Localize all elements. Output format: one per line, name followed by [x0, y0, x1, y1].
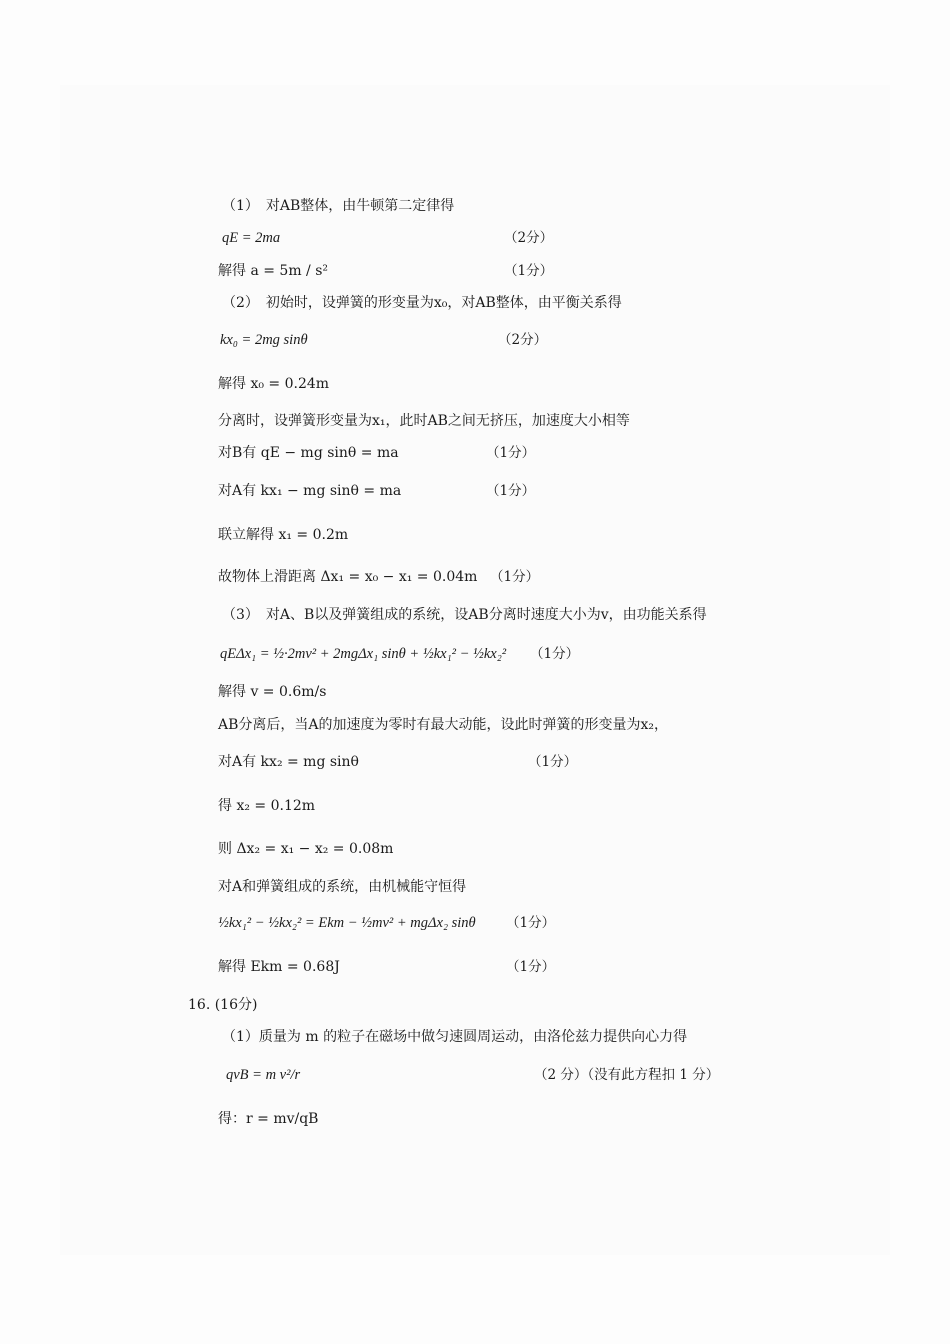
score-mark: （1分）	[486, 483, 536, 499]
equation-acceleration: 解得 a = 5m / s²	[218, 263, 329, 279]
score-mark: （1分）	[530, 646, 580, 662]
part1-intro: （1） 对AB整体，由牛顿第二定律得	[222, 198, 455, 214]
equation-x0-result: 解得 x₀ = 0.24m	[218, 376, 330, 392]
score-mark: （2 分）（没有此方程扣 1 分）	[534, 1067, 720, 1083]
equation-B: 对B有 qE − mg sinθ = ma	[218, 445, 399, 461]
after-separation-statement: AB分离后，当A的加速度为零时有最大动能，设此时弹簧的形变量为x₂，	[218, 717, 669, 733]
score-mark: （1分）	[504, 263, 554, 279]
score-mark: （2分）	[504, 230, 554, 246]
equation-delta-x2: 则 Δx₂ = x₁ − x₂ = 0.08m	[218, 841, 394, 857]
score-mark: （2分）	[498, 332, 548, 348]
part3-intro: （3） 对A、B以及弹簧组成的系统，设AB分离时速度大小为v，由功能关系得	[222, 607, 707, 623]
equation-v-result: 解得 v = 0.6m/s	[218, 684, 327, 700]
equation-Ekm-result: 解得 Ekm = 0.68J	[218, 959, 340, 975]
score-mark: （1分）	[506, 959, 556, 975]
mechanical-energy-statement: 对A和弹簧组成的系统，由机械能守恒得	[218, 879, 467, 895]
equation-x1-result: 联立解得 x₁ = 0.2m	[218, 527, 349, 543]
equation-A: 对A有 kx₁ − mg sinθ = ma	[218, 483, 402, 499]
equation-energy: qEΔx₁ = ½·2mv² + 2mgΔx₁ sinθ + ½kx₁² − ½kx₂²	[220, 646, 507, 662]
equation-slide-distance: 故物体上滑距离 Δx₁ = x₀ − x₁ = 0.04m	[218, 569, 478, 585]
equation-x2-result: 得 x₂ = 0.12m	[218, 798, 316, 814]
equation-kx0: kx₀ = 2mg sinθ	[220, 332, 308, 348]
equation-qE-2ma: qE = 2ma	[222, 230, 281, 246]
equation-energy-conservation: ½kx₁² − ½kx₂² = Ekm − ½mv² + mgΔx₂ sinθ	[218, 915, 476, 931]
part2-intro: （2） 初始时，设弹簧的形变量为x₀，对AB整体，由平衡关系得	[222, 295, 622, 311]
score-mark: （1分）	[528, 754, 578, 770]
q16-part1-intro: （1）质量为 m 的粒子在磁场中做匀速圆周运动，由洛伦兹力提供向心力得	[222, 1029, 688, 1045]
score-mark: （1分）	[490, 569, 540, 585]
equation-lorentz: qvB = m v²/r	[226, 1067, 301, 1083]
score-mark: （1分）	[486, 445, 536, 461]
answer-sheet	[60, 85, 890, 1255]
equation-radius: 得：r = mv/qB	[218, 1111, 319, 1127]
score-mark: （1分）	[506, 915, 556, 931]
equation-kx2: 对A有 kx₂ = mg sinθ	[218, 754, 359, 770]
question-16-heading: 16. (16分)	[188, 997, 258, 1013]
separation-statement: 分离时，设弹簧形变量为x₁，此时AB之间无挤压，加速度大小相等	[218, 413, 630, 429]
